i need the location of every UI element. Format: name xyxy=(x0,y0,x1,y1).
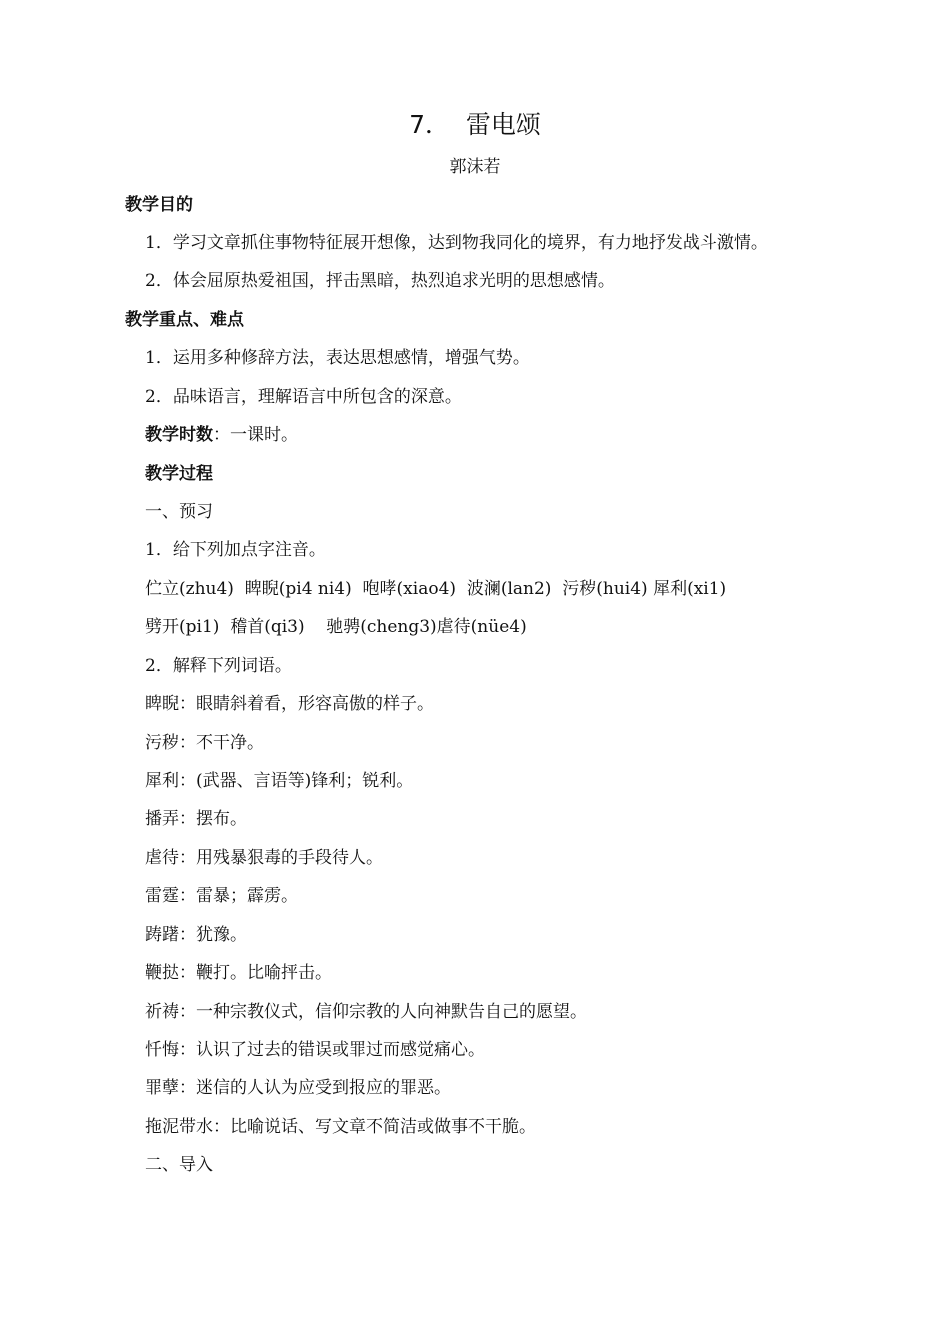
definition-item: 犀利：(武器、言语等)锋利；锐利。 xyxy=(145,771,414,791)
teaching-hours-label: 教学时数 xyxy=(145,425,213,445)
definition-item: 污秽：不干净。 xyxy=(145,733,264,753)
definition-item: 拖泥带水：比喻说话、写文章不简洁或做事不干脆。 xyxy=(145,1117,536,1137)
definition-item: 虐待：用残暴狠毒的手段待人。 xyxy=(145,848,383,868)
objective-item: 2．体会屈原热爱祖国，抨击黑暗，热烈追求光明的思想感情。 xyxy=(145,271,615,291)
definition-item: 祈祷：一种宗教仪式，信仰宗教的人向神默告自己的愿望。 xyxy=(145,1002,587,1022)
definition-item: 罪孽：迷信的人认为应受到报应的罪恶。 xyxy=(145,1078,451,1098)
key-points-heading: 教学重点、难点 xyxy=(125,310,244,330)
definition-item: 踌躇：犹豫。 xyxy=(145,925,247,945)
task-pinyin: 1．给下列加点字注音。 xyxy=(145,540,326,560)
section-preview: 一、预习 xyxy=(145,502,213,522)
section-introduction: 二、导入 xyxy=(145,1155,213,1175)
document-author: 郭沫若 xyxy=(449,157,501,177)
task-definitions: 2．解释下列词语。 xyxy=(145,656,292,676)
definition-item: 播弄：摆布。 xyxy=(145,809,247,829)
process-heading: 教学过程 xyxy=(145,464,213,484)
definition-item: 忏悔：认识了过去的错误或罪过而感觉痛心。 xyxy=(145,1040,485,1060)
document-title: 7． 雷电颂 xyxy=(409,110,541,139)
pinyin-line: 劈开(pi1) 稽首(qi3) 驰骋(cheng3)虐待(nüe4) xyxy=(145,617,527,637)
key-point-item: 2．品味语言，理解语言中所包含的深意。 xyxy=(145,387,462,407)
pinyin-line: 伫立(zhu4) 睥睨(pi4 ni4) 咆哮(xiao4) 波澜(lan2) 污秽(hui4) 犀利(xi1) xyxy=(145,579,727,599)
definition-item: 雷霆：雷暴；霹雳。 xyxy=(145,886,298,906)
teaching-hours xyxy=(145,422,298,448)
definition-item: 鞭挞：鞭打。比喻抨击。 xyxy=(145,963,332,983)
objective-item: 1．学习文章抓住事物特征展开想像，达到物我同化的境界，有力地抒发战斗激情。 xyxy=(145,233,768,253)
key-point-item: 1．运用多种修辞方法，表达思想感情，增强气势。 xyxy=(145,348,530,368)
definition-item: 睥睨：眼睛斜着看，形容高傲的样子。 xyxy=(145,694,434,714)
objectives-heading: 教学目的 xyxy=(125,195,193,215)
teaching-hours-value: ：一课时。 xyxy=(213,425,298,445)
